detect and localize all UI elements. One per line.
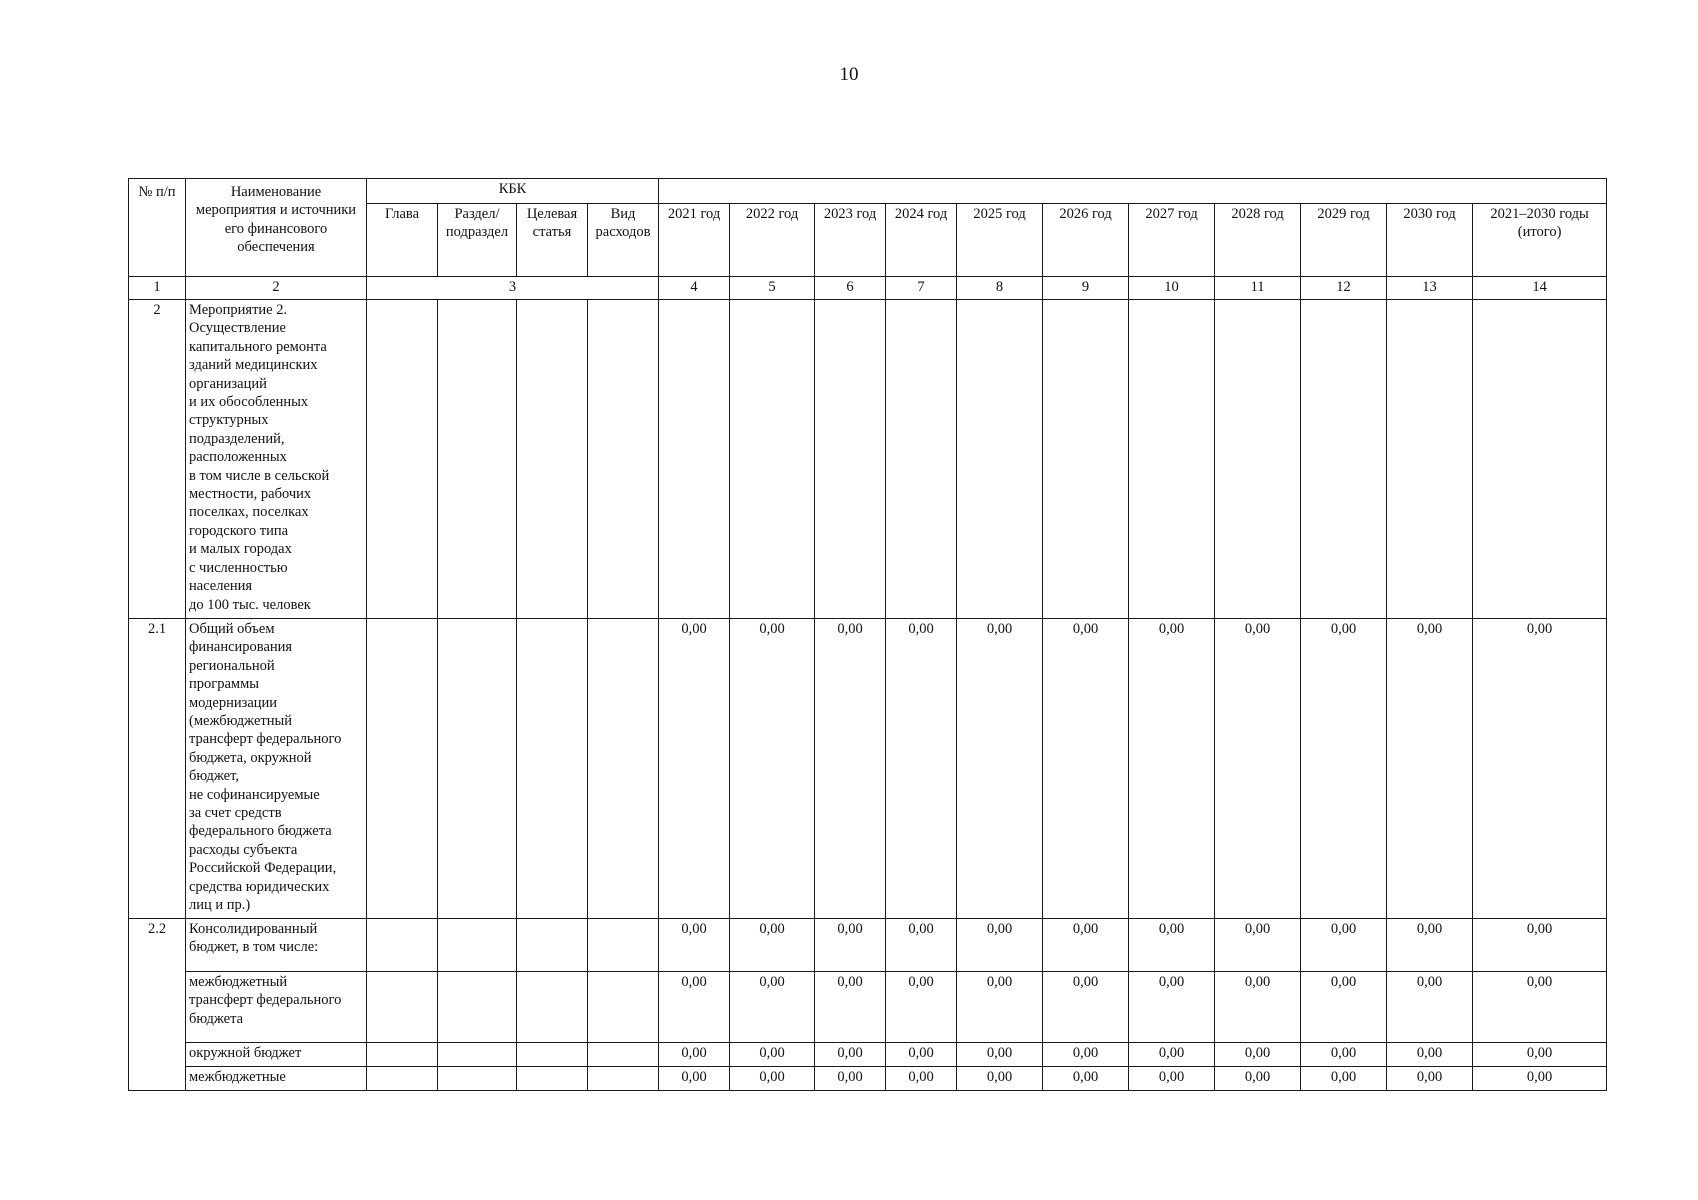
cell-value: 0,00: [730, 619, 815, 919]
cell-value: 0,00: [957, 919, 1043, 972]
cell-value: 0,00: [1215, 1043, 1301, 1067]
cell-kbk-glava: [367, 972, 438, 1043]
row-name: окружной бюджет: [186, 1043, 367, 1067]
cell-kbk-celevaya: [517, 1043, 588, 1067]
cell-value: 0,00: [1301, 972, 1387, 1043]
cell-value: 0,00: [1043, 1043, 1129, 1067]
cell-kbk-vid: [588, 300, 659, 619]
header-name: Наименование мероприятия и источники его финансового обеспечения: [186, 179, 367, 277]
table-row: [129, 919, 1607, 972]
cell-value: 0,00: [1215, 1067, 1301, 1091]
cell-kbk-celevaya: [517, 619, 588, 919]
header-year-2029: 2029 год: [1301, 204, 1387, 277]
cell-value: 0,00: [1215, 619, 1301, 919]
cell-value: 0,00: [659, 972, 730, 1043]
cell-value: 0,00: [1473, 1067, 1607, 1091]
cell-kbk-razdel: [438, 300, 517, 619]
cell-kbk-razdel: [438, 919, 517, 972]
table-row: [129, 619, 1607, 919]
cell-value: 0,00: [1473, 919, 1607, 972]
cell-kbk-glava: [367, 619, 438, 919]
cell-value: 0,00: [1301, 919, 1387, 972]
cell-kbk-celevaya: [517, 300, 588, 619]
header-kbk-glava: Глава: [367, 204, 438, 277]
header-year-2026: 2026 год: [1043, 204, 1129, 277]
cell-value: 0,00: [815, 919, 886, 972]
column-number: 12: [1301, 277, 1387, 300]
cell-value: 0,00: [815, 972, 886, 1043]
column-number: 11: [1215, 277, 1301, 300]
cell-value: [1473, 300, 1607, 619]
cell-value: 0,00: [1129, 972, 1215, 1043]
cell-kbk-razdel: [438, 972, 517, 1043]
row-no: 2: [129, 300, 186, 619]
cell-value: 0,00: [1301, 1067, 1387, 1091]
cell-kbk-vid: [588, 1067, 659, 1091]
cell-value: 0,00: [815, 619, 886, 919]
column-number: 9: [1043, 277, 1129, 300]
column-number: 8: [957, 277, 1043, 300]
cell-kbk-vid: [588, 972, 659, 1043]
cell-kbk-vid: [588, 619, 659, 919]
cell-value: 0,00: [1215, 972, 1301, 1043]
header-row-kbk: [129, 179, 1607, 204]
header-year-total: 2021–2030 годы (итого): [1473, 204, 1607, 277]
header-year-2021: 2021 год: [659, 204, 730, 277]
row-no: 2.1: [129, 619, 186, 919]
cell-value: 0,00: [1387, 972, 1473, 1043]
cell-kbk-celevaya: [517, 919, 588, 972]
cell-value: 0,00: [730, 1043, 815, 1067]
cell-value: [815, 300, 886, 619]
cell-kbk-glava: [367, 1067, 438, 1091]
cell-value: 0,00: [1215, 919, 1301, 972]
cell-value: 0,00: [1043, 919, 1129, 972]
header-kbk-celevaya: Целевая статья: [517, 204, 588, 277]
cell-value: 0,00: [886, 619, 957, 919]
header-year-2023: 2023 год: [815, 204, 886, 277]
cell-kbk-razdel: [438, 1067, 517, 1091]
cell-kbk-vid: [588, 1043, 659, 1067]
column-number: 4: [659, 277, 730, 300]
cell-value: 0,00: [1473, 1043, 1607, 1067]
cell-kbk-razdel: [438, 1043, 517, 1067]
cell-value: 0,00: [659, 919, 730, 972]
cell-value: [659, 300, 730, 619]
header-year-2022: 2022 год: [730, 204, 815, 277]
cell-value: 0,00: [1387, 1067, 1473, 1091]
cell-value: 0,00: [957, 619, 1043, 919]
row-name: Консолидированный бюджет, в том числе:: [186, 919, 367, 972]
row-name: Мероприятие 2. Осуществление капитального ремонта зданий медицинских организаций и их обособленных структурных подразделений, расположенных в том числе в сельской местности, рабочих поселках, поселках городского типа и малых городах с численностью населения до 100 тыс. человек: [186, 300, 367, 619]
column-number-row: [129, 277, 1607, 300]
cell-value: 0,00: [886, 919, 957, 972]
row-no: 2.2: [129, 919, 186, 1091]
cell-value: 0,00: [815, 1067, 886, 1091]
cell-value: 0,00: [815, 1043, 886, 1067]
header-year-2030: 2030 год: [1387, 204, 1473, 277]
column-number: 3: [367, 277, 659, 300]
cell-value: 0,00: [1301, 1043, 1387, 1067]
header-year-2025: 2025 год: [957, 204, 1043, 277]
cell-value: 0,00: [1043, 619, 1129, 919]
cell-value: 0,00: [1129, 1043, 1215, 1067]
column-number: 10: [1129, 277, 1215, 300]
cell-value: [1043, 300, 1129, 619]
cell-value: 0,00: [730, 972, 815, 1043]
cell-value: 0,00: [957, 1043, 1043, 1067]
header-kbk: КБК: [367, 179, 659, 204]
table-row: [129, 1043, 1607, 1067]
cell-kbk-razdel: [438, 619, 517, 919]
row-name: межбюджетные: [186, 1067, 367, 1091]
column-number: 2: [186, 277, 367, 300]
cell-kbk-glava: [367, 300, 438, 619]
cell-kbk-celevaya: [517, 1067, 588, 1091]
header-kbk-razdel: Раздел/ подраздел: [438, 204, 517, 277]
header-year-2024: 2024 год: [886, 204, 957, 277]
cell-value: [957, 300, 1043, 619]
cell-value: 0,00: [886, 1043, 957, 1067]
cell-value: 0,00: [1129, 919, 1215, 972]
cell-value: 0,00: [886, 1067, 957, 1091]
page-number: 10: [839, 64, 859, 85]
cell-value: 0,00: [957, 972, 1043, 1043]
cell-value: [730, 300, 815, 619]
cell-value: 0,00: [659, 1043, 730, 1067]
cell-value: 0,00: [1473, 619, 1607, 919]
cell-value: 0,00: [1387, 919, 1473, 972]
cell-kbk-glava: [367, 919, 438, 972]
column-number: 13: [1387, 277, 1473, 300]
cell-value: [1301, 300, 1387, 619]
header-no: № п/п: [129, 179, 186, 277]
cell-value: 0,00: [659, 619, 730, 919]
cell-kbk-vid: [588, 919, 659, 972]
cell-kbk-glava: [367, 1043, 438, 1067]
cell-value: 0,00: [1387, 619, 1473, 919]
cell-value: [1215, 300, 1301, 619]
cell-value: 0,00: [957, 1067, 1043, 1091]
financing-table: [128, 178, 1607, 1091]
row-name: Общий объем финансирования региональной программы модернизации (межбюджетный трансферт федерального бюджета, окружной бюджет, не софинансируемые за счет средств федерального бюджета расходы субъекта Российской Федерации, средства юридических лиц и пр.): [186, 619, 367, 919]
cell-kbk-celevaya: [517, 972, 588, 1043]
table-row: [129, 972, 1607, 1043]
cell-value: [1129, 300, 1215, 619]
column-number: 1: [129, 277, 186, 300]
cell-value: 0,00: [730, 919, 815, 972]
cell-value: 0,00: [1043, 972, 1129, 1043]
header-year-2027: 2027 год: [1129, 204, 1215, 277]
cell-value: 0,00: [1301, 619, 1387, 919]
column-number: 6: [815, 277, 886, 300]
column-number: 7: [886, 277, 957, 300]
cell-value: 0,00: [1129, 619, 1215, 919]
header-kbk-vid: Вид расходов: [588, 204, 659, 277]
table-row: [129, 1067, 1607, 1091]
cell-value: [1387, 300, 1473, 619]
header-year-2028: 2028 год: [1215, 204, 1301, 277]
cell-value: 0,00: [730, 1067, 815, 1091]
cell-value: 0,00: [1043, 1067, 1129, 1091]
column-number: 14: [1473, 277, 1607, 300]
cell-value: 0,00: [1387, 1043, 1473, 1067]
column-number: 5: [730, 277, 815, 300]
cell-value: [886, 300, 957, 619]
header-years-group: [659, 179, 1607, 204]
cell-value: 0,00: [1473, 972, 1607, 1043]
table-row: [129, 300, 1607, 619]
cell-value: 0,00: [659, 1067, 730, 1091]
cell-value: 0,00: [886, 972, 957, 1043]
cell-value: 0,00: [1129, 1067, 1215, 1091]
row-name: межбюджетный трансферт федерального бюджета: [186, 972, 367, 1043]
